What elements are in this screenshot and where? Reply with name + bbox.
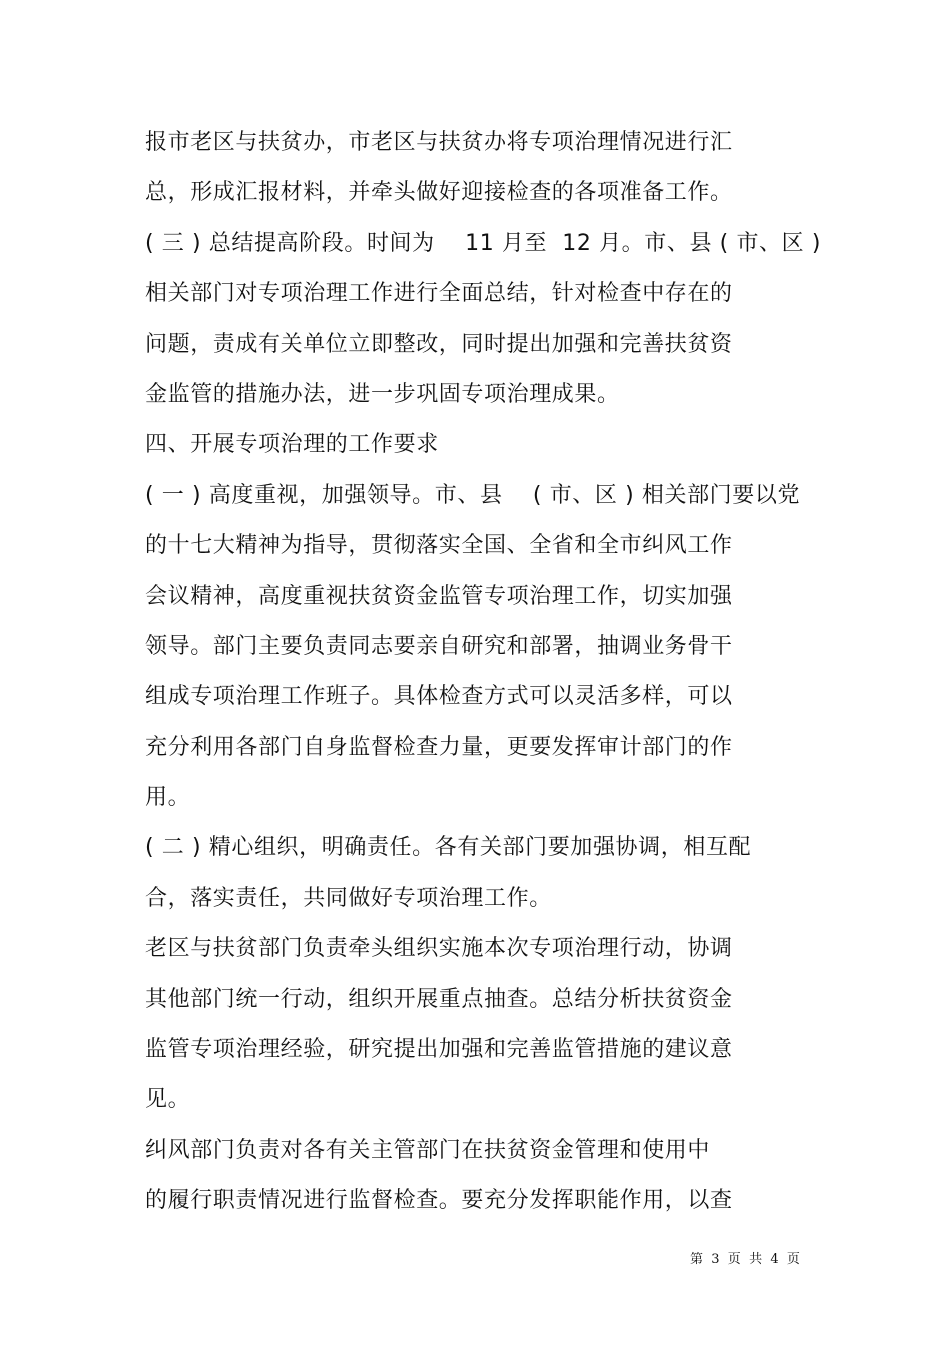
- text-line: 的十七大精神为指导，贯彻落实全国、全省和全市纠风工作: [145, 533, 733, 559]
- text-line: 金监管的措施办法，进一步巩固专项治理成果。: [145, 381, 620, 407]
- text-line: 的履行职责情况进行监督检查。要充分发挥职能作用，以查: [145, 1188, 733, 1214]
- text-line: 问题，责成有关单位立即整改，同时提出加强和完善扶贫资: [145, 331, 733, 357]
- text-line: 老区与扶贫部门负责牵头组织实施本次专项治理行动，协调: [145, 936, 733, 962]
- text-line: 组成专项治理工作班子。具体检查方式可以灵活多样，可以: [145, 684, 733, 710]
- text-line: 报市老区与扶贫办，市老区与扶贫办将专项治理情况进行汇: [145, 130, 733, 155]
- text-line: 用。: [145, 785, 191, 811]
- text-line: 会议精神，高度重视扶贫资金监管专项治理工作，切实加强: [145, 583, 733, 609]
- text-line: ( 一 ) 高度重视，加强领导。市、县 ( 市、区 ) 相关部门要以党: [145, 482, 801, 508]
- section-heading: 四、开展专项治理的工作要求: [145, 432, 439, 458]
- document-body: [145, 118, 825, 1227]
- text-line: 领导。部门主要负责同志要亲自研究和部署，抽调业务骨干: [145, 633, 733, 659]
- text-line: 总，形成汇报材料，并牵头做好迎接检查的各项准备工作。: [145, 180, 733, 206]
- text-line: 纠风部门负责对各有关主管部门在扶贫资金管理和使用中: [145, 1137, 711, 1163]
- text-line: 充分利用各部门自身监督检查力量，更要发挥审计部门的作: [145, 734, 733, 760]
- text-line: 监管专项治理经验，研究提出加强和完善监管措施的建议意: [145, 1037, 733, 1063]
- text-line: ( 二 ) 精心组织，明确责任。各有关部门要加强协调，相互配: [145, 835, 752, 861]
- text-line: 见。: [145, 1087, 191, 1113]
- text-line: ( 三 ) 总结提高阶段。时间为 11 月至 12 月。市、县 ( 市、区 ): [145, 230, 822, 256]
- text-line: 相关部门对专项治理工作进行全面总结，针对检查中存在的: [145, 281, 733, 307]
- page-number-footer: 第 3 页 共 4 页: [690, 1252, 800, 1267]
- text-line: 合，落实责任，共同做好专项治理工作。: [145, 885, 552, 911]
- text-line: 其他部门统一行动，组织开展重点抽查。总结分析扶贫资金: [145, 986, 733, 1012]
